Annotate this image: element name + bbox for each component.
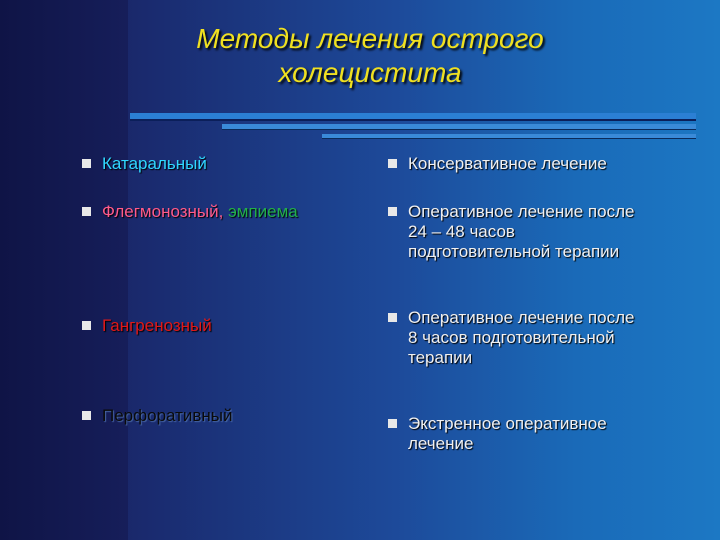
- left-background-band: [0, 0, 128, 540]
- list-item-flegmon: [82, 202, 372, 222]
- slide-title: [110, 22, 630, 90]
- list-item-label: Оперативное лечение после 24 – 48 часов подготовительной терапии: [408, 202, 635, 261]
- bullet-square-icon: [82, 159, 91, 168]
- decor-line-2: [222, 124, 696, 129]
- list-item-perfor: [82, 406, 372, 426]
- slide-title-line2: холецистита: [278, 57, 462, 88]
- list-item-label: Гангренозный: [102, 316, 212, 335]
- bullet-square-icon: [388, 207, 397, 216]
- list-item-conservative: [388, 154, 688, 174]
- list-item-label: Консервативное лечение: [408, 154, 607, 173]
- list-item-operative-8: [388, 308, 648, 368]
- list-item-label: Перфоративный: [102, 406, 233, 425]
- list-item-operative-24-48: [388, 202, 648, 262]
- bullet-square-icon: [82, 207, 91, 216]
- list-item-label-a: Флегмонозный,: [102, 202, 224, 221]
- bullet-square-icon: [388, 159, 397, 168]
- bullet-square-icon: [82, 411, 91, 420]
- bullet-square-icon: [388, 313, 397, 322]
- list-item-katar: [82, 154, 372, 174]
- bullet-square-icon: [388, 419, 397, 428]
- bullet-square-icon: [82, 321, 91, 330]
- list-item-label: Экстренное оперативное лечение: [408, 414, 607, 453]
- list-item-emergency: [388, 414, 673, 454]
- decor-line-3: [322, 134, 696, 138]
- list-item-gangren: [82, 316, 372, 336]
- decor-line-shadow: [130, 119, 696, 121]
- slide-title-line1: Методы лечения острого: [196, 23, 544, 54]
- list-item-label: Катаральный: [102, 154, 207, 173]
- list-item-label-b: эмпиема: [228, 202, 298, 221]
- list-item-label: Оперативное лечение после 8 часов подготовительной терапии: [408, 308, 635, 367]
